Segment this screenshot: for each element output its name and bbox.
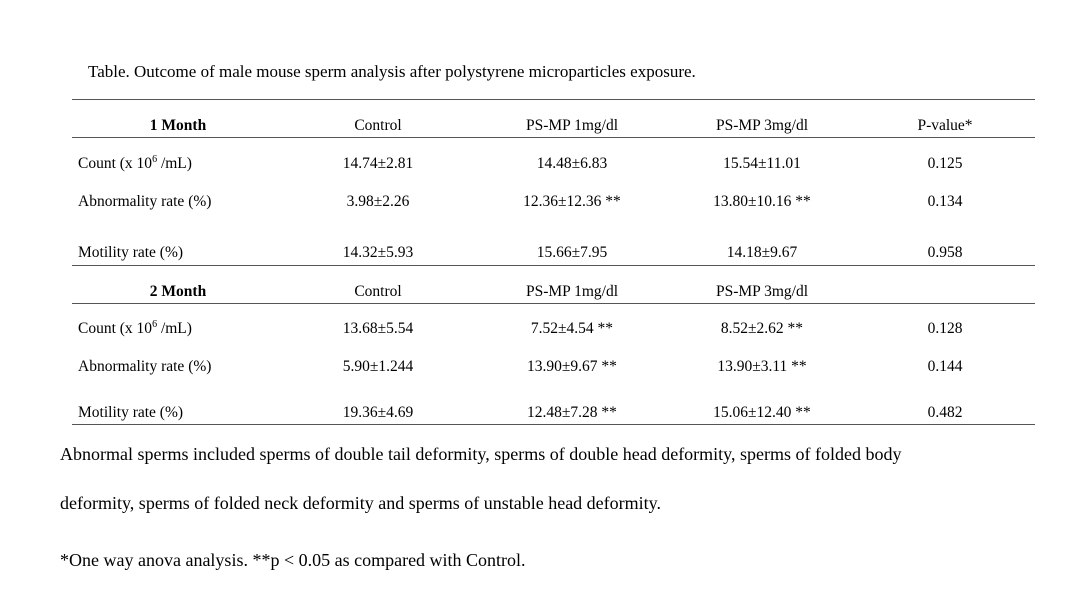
ps-mp-1-value: 15.66±7.95 xyxy=(536,244,608,261)
row-label: Abnormality rate (%) xyxy=(78,193,212,210)
control-value: 14.32±5.93 xyxy=(342,244,414,261)
note-statistics: *One way anova analysis. **p < 0.05 as compared with Control. xyxy=(60,550,526,570)
ps-mp-1-value: 7.52±4.54 ** xyxy=(530,320,614,337)
ps-mp-3-value: 14.18±9.67 xyxy=(726,244,798,261)
table-bottom-rule xyxy=(72,424,1035,425)
header-ps-mp-3: PS-MP 3mg/dl xyxy=(715,283,809,300)
header-period: 2 Month xyxy=(149,283,207,300)
p-value: 0.482 xyxy=(927,404,963,421)
header-ps-mp-1: PS-MP 1mg/dl xyxy=(525,117,619,134)
header-p-value: P-value* xyxy=(917,117,973,134)
header-ps-mp-1: PS-MP 1mg/dl xyxy=(525,283,619,300)
control-value: 13.68±5.54 xyxy=(342,320,414,337)
header-control: Control xyxy=(354,283,402,300)
control-value: 3.98±2.26 xyxy=(346,193,410,210)
ps-mp-1-value: 13.90±9.67 ** xyxy=(527,358,617,375)
control-value: 19.36±4.69 xyxy=(342,404,414,421)
ps-mp-3-value: 8.52±2.62 ** xyxy=(720,320,804,337)
control-value: 14.74±2.81 xyxy=(342,155,414,172)
section-divider-rule xyxy=(72,265,1035,266)
row-label: Motility rate (%) xyxy=(78,244,184,261)
ps-mp-1-value: 14.48±6.83 xyxy=(536,155,608,172)
section2-header-rule xyxy=(72,303,1035,304)
row-label: Count (x $10^6$ /mL) xyxy=(78,153,192,172)
p-value: 0.144 xyxy=(927,358,963,375)
table-caption: Table. Outcome of male mouse sperm analysis after polystyrene microparticles exposure. xyxy=(88,62,696,81)
p-value: 0.128 xyxy=(927,320,963,337)
ps-mp-1-value: 12.48±7.28 ** xyxy=(527,404,617,421)
note-abnormal-sperms-line2: deformity, sperms of folded neck deformity and sperms of unstable head deformity. xyxy=(60,493,661,513)
ps-mp-3-value: 15.06±12.40 ** xyxy=(713,404,811,421)
ps-mp-3-value: 13.80±10.16 ** xyxy=(713,193,811,210)
row-label: Motility rate (%) xyxy=(78,404,184,421)
row-label: Abnormality rate (%) xyxy=(78,358,212,375)
ps-mp-1-value: 12.36±12.36 ** xyxy=(523,193,621,210)
p-value: 0.134 xyxy=(927,193,963,210)
header-ps-mp-3: PS-MP 3mg/dl xyxy=(715,117,809,134)
header-period: 1 Month xyxy=(149,117,207,134)
p-value: 0.125 xyxy=(927,155,963,172)
note-abnormal-sperms-line1: Abnormal sperms included sperms of double tail deformity, sperms of double head deformity, sperms of folded body xyxy=(60,444,902,464)
ps-mp-3-value: 13.90±3.11 ** xyxy=(717,358,807,375)
p-value: 0.958 xyxy=(927,244,963,261)
ps-mp-3-value: 15.54±11.01 xyxy=(723,155,801,172)
section1-header-rule xyxy=(72,137,1035,138)
table-top-rule xyxy=(72,99,1035,100)
header-control: Control xyxy=(354,117,402,134)
control-value: 5.90±1.244 xyxy=(342,358,414,375)
row-label: Count (x $10^6$ /mL) xyxy=(78,318,192,337)
